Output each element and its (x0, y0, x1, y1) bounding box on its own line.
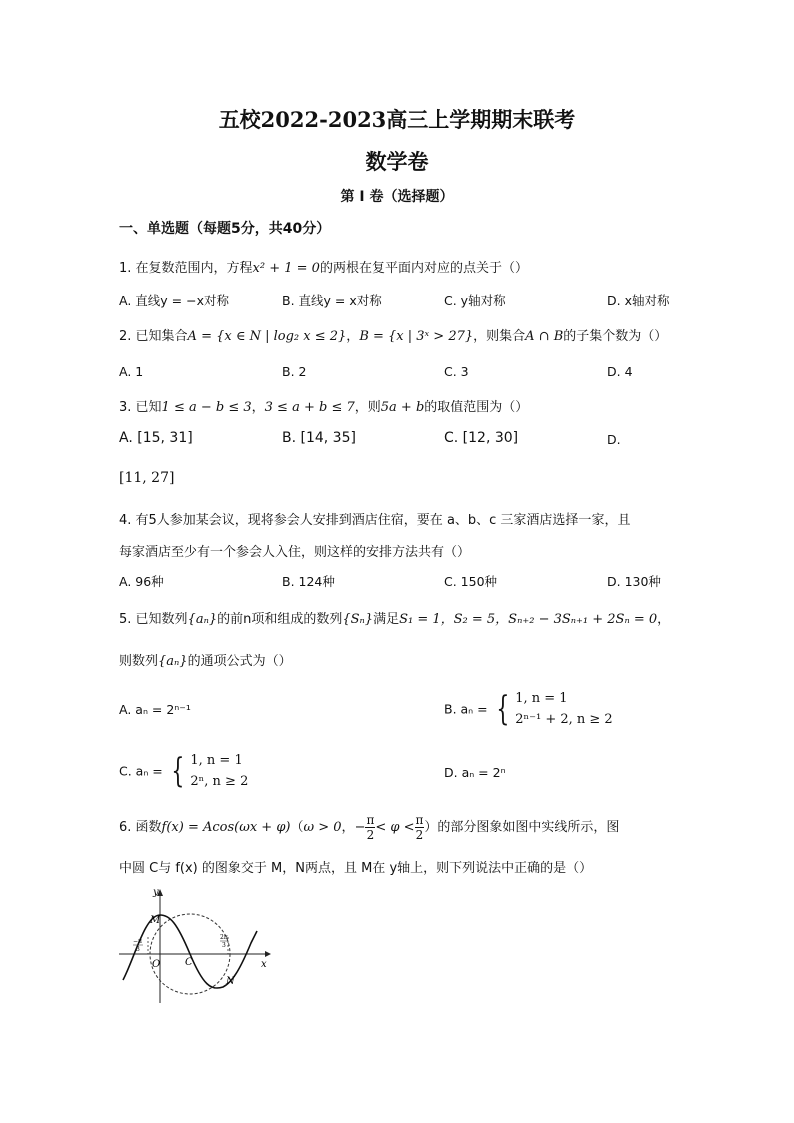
q2-option-a: A. 1 (119, 364, 144, 379)
q1-equation: x² + 1 = 0 (252, 261, 320, 276)
question-4-line-1: 4. 有5人参加某会议，现将参会人安排到酒店住宿，要在 a、b、c 三家酒店选择一家，且 (119, 513, 631, 528)
q3-option-b: B. [14, 35] (282, 430, 356, 446)
point-m-label: M (150, 915, 161, 926)
left-tick-numerator: −π (133, 938, 142, 945)
question-6-line-2: 中圆 C与 f(x) 的图象交于 M，N两点，且 M在 y轴上，则下列说法中正确的是（） (119, 861, 593, 876)
exam-subject: 数学卷 (365, 149, 429, 174)
q2-option-d: D. 4 (607, 364, 633, 379)
exam-title: 五校2022-2023高三上学期期末联考 (218, 107, 576, 132)
origin-label: O (152, 959, 161, 970)
q2-set-a: A = {x ∈ N | log₂ x ≤ 2} (187, 329, 347, 344)
point-n-label: N (226, 976, 235, 987)
question-3-stem: 3. 已知1 ≤ a − b ≤ 3，3 ≤ a + b ≤ 7，则5a + b的取值范围为（） (119, 400, 529, 415)
part-heading: 第 I 卷（选择题） (340, 189, 454, 205)
q2-set-b: B = {x | 3ˣ > 27} (359, 329, 474, 344)
q1-option-b: B. 直线y = x对称 (282, 293, 382, 308)
q1-option-c: C. y轴对称 (444, 293, 506, 308)
q2-option-b: B. 2 (282, 364, 307, 379)
x-axis-label: x (261, 959, 267, 970)
question-5-stem: 5. 已知数列{aₙ}的前n项和组成的数列{Sₙ}满足S₁ = 1，S₂ = 5，Sₙ₊₂ − 3Sₙ₊₁ + 2Sₙ = 0， (119, 612, 671, 627)
q1-option-a: A. 直线y = −x对称 (119, 293, 229, 308)
right-tick-denominator: 3 (222, 942, 226, 949)
question-4-line-2: 每家酒店至少有一个参会人入住，则这样的安排方法共有（） (119, 545, 471, 560)
right-tick-numerator: 2π (220, 934, 228, 941)
question-6-stem: 6. 函数f(x) = Acos(ωx + φ)（ω > 0，− $\frac{\pi}{2}$ < φ < $\frac{\pi}{2}$ ）的部分图象如图中实线所示，图 (119, 813, 620, 842)
q4-option-b: B. 124种 (282, 574, 335, 589)
q2-option-c: C. 3 (444, 364, 469, 379)
q5-option-d: D. aₙ = 2ⁿ (444, 765, 506, 780)
q5-option-a: A. aₙ = 2ⁿ⁻¹ (119, 702, 191, 717)
q3-option-c: C. [12, 30] (444, 430, 519, 446)
q4-option-c: C. 150种 (444, 574, 498, 589)
question-1-stem: 1. 在复数范围内，方程x² + 1 = 0的两根在复平面内对应的点关于（） (119, 261, 528, 276)
q1-option-d: D. x轴对称 (607, 293, 670, 308)
left-tick-denominator: 3 (136, 946, 140, 953)
q5-option-c: C. aₙ = { 1, n = 1 2ⁿ, n ≥ 2 (119, 751, 249, 791)
q5-condition: S₁ = 1，S₂ = 5，Sₙ₊₂ − 3Sₙ₊₁ + 2Sₙ = 0 (399, 612, 658, 627)
question-5-line-2: 则数列{aₙ}的通项公式为（） (119, 654, 292, 669)
x-axis-arrow-icon (265, 951, 271, 957)
q3-option-d-value: [11, 27] (119, 470, 175, 486)
q5-option-b-brace: { (495, 689, 509, 729)
q4-option-a: A. 96种 (119, 574, 164, 589)
q6-function-graph (115, 885, 275, 1010)
q3-option-a: A. [15, 31] (119, 430, 193, 446)
question-2-stem: 2. 已知集合A = {x ∈ N | log₂ x ≤ 2}，B = {x | 3ˣ > 27}，则集合A ∩ B的子集个数为（） (119, 329, 668, 344)
q5-option-b: B. aₙ = { 1, n = 1 2ⁿ⁻¹ + 2, n ≥ 2 (444, 689, 613, 729)
q4-option-d: D. 130种 (607, 574, 661, 589)
center-c-label: C (185, 957, 193, 968)
section-heading: 一、单选题（每题5分，共40分） (119, 221, 331, 237)
y-axis-label: y (153, 887, 159, 898)
cosine-curve (123, 915, 257, 988)
q5-option-c-brace: { (171, 751, 185, 791)
q3-option-d: D. (607, 432, 621, 447)
